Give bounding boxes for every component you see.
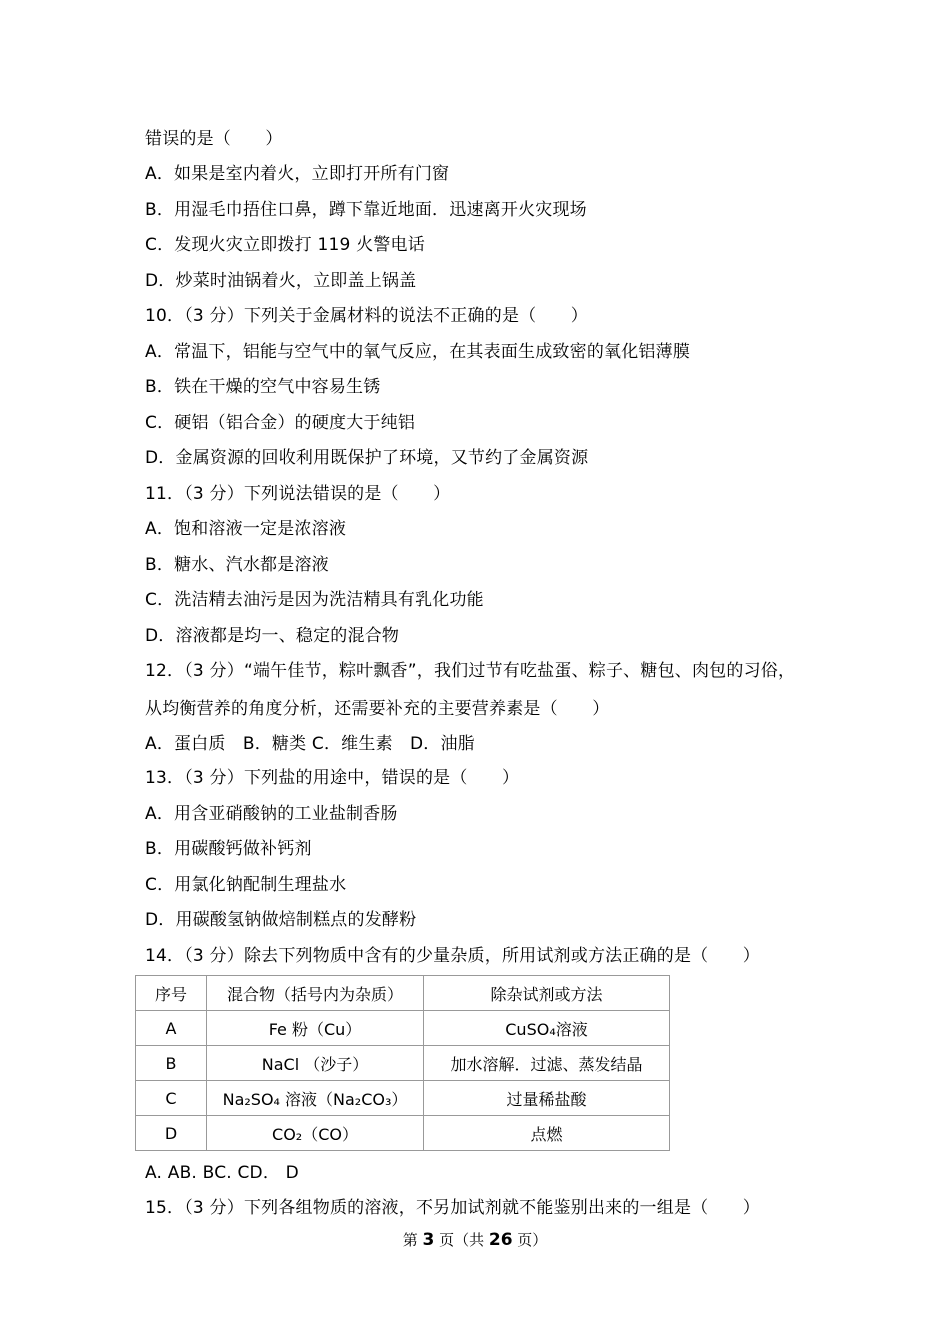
option-line: B．糖水、汽水都是溶液	[145, 555, 329, 575]
table-cell: 加水溶解．过滤、蒸发结晶	[424, 1046, 670, 1081]
question-line: 错误的是（ ）	[145, 129, 283, 149]
option-line: B．铁在干燥的空气中容易生锈	[145, 377, 381, 397]
option-line: D．溶液都是均一、稳定的混合物	[145, 626, 400, 646]
question-line: 11．（3 分）下列说法错误的是（ ）	[145, 484, 451, 504]
table-cell: 过量稀盐酸	[424, 1081, 670, 1116]
option-line: C．发现火灾立即拨打 119 火警电话	[145, 235, 425, 255]
option-line: B．用湿毛巾捂住口鼻，蹲下靠近地面．迅速离开火灾现场	[145, 200, 587, 220]
table-header-cell: 除杂试剂或方法	[424, 976, 670, 1011]
table-cell: 点燃	[424, 1116, 670, 1151]
option-line: D．炒菜时油锅着火，立即盖上锅盖	[145, 271, 417, 291]
current-page-number: 3	[422, 1230, 435, 1250]
page-footer	[0, 1229, 950, 1250]
table-cell: CuSO₄溶液	[424, 1011, 670, 1046]
option-line: C．硬铝（铝合金）的硬度大于纯铝	[145, 413, 416, 433]
total-page-number: 26	[488, 1230, 513, 1250]
impurity-table	[135, 975, 670, 1151]
table-cell: CO₂（CO）	[207, 1116, 424, 1151]
footer-middle: 页（共	[434, 1231, 489, 1249]
table-cell: C	[136, 1081, 207, 1116]
option-line: A．如果是室内着火，立即打开所有门窗	[145, 164, 450, 184]
option-line: C．用氯化钠配制生理盐水	[145, 875, 347, 895]
option-line: D．用碳酸氢钠做焙制糕点的发酵粉	[145, 910, 417, 930]
table-header-cell: 混合物（括号内为杂质）	[207, 976, 424, 1011]
question-line: 14．（3 分）除去下列物质中含有的少量杂质，所用试剂或方法正确的是（ ）	[145, 946, 760, 966]
option-line: A．用含亚硝酸钠的工业盐制香肠	[145, 804, 398, 824]
question-line: 15．（3 分）下列各组物质的溶液，不另加试剂就不能鉴别出来的一组是（ ）	[145, 1198, 760, 1218]
table-header-cell: 序号	[136, 976, 207, 1011]
option-line: C．洗洁精去油污是因为洗洁精具有乳化功能	[145, 590, 484, 610]
table-header-row	[136, 976, 670, 1011]
footer-suffix: 页）	[512, 1231, 548, 1249]
question-line: 从均衡营养的角度分析，还需要补充的主要营养素是（ ）	[145, 699, 610, 719]
question-line: 13．（3 分）下列盐的用途中，错误的是（ ）	[145, 768, 520, 788]
table-cell: A	[136, 1011, 207, 1046]
option-line: A．蛋白质 B．糖类 C．维生素 D．油脂	[145, 734, 475, 754]
table-cell: Na₂SO₄ 溶液（Na₂CO₃）	[207, 1081, 424, 1116]
option-line: D．金属资源的回收利用既保护了环境，又节约了金属资源	[145, 448, 589, 468]
table-row	[136, 1011, 670, 1046]
footer-prefix: 第	[402, 1231, 423, 1249]
option-line: A．常温下，铝能与空气中的氧气反应，在其表面生成致密的氧化铝薄膜	[145, 342, 691, 362]
table-cell: D	[136, 1116, 207, 1151]
table-cell: NaCl （沙子）	[207, 1046, 424, 1081]
table-row	[136, 1116, 670, 1151]
table-cell: Fe 粉（Cu）	[207, 1011, 424, 1046]
table-row	[136, 1081, 670, 1116]
question-line: 12．（3 分）“端午佳节，粽叶飘香”，我们过节有吃盐蛋、粽子、糖包、肉包的习俗，	[145, 661, 796, 681]
question-line: 10．（3 分）下列关于金属材料的说法不正确的是（ ）	[145, 306, 588, 326]
table-row	[136, 1046, 670, 1081]
option-line: B．用碳酸钙做补钙剂	[145, 839, 312, 859]
option-line: A．饱和溶液一定是浓溶液	[145, 519, 347, 539]
table-cell: B	[136, 1046, 207, 1081]
option-line: A. AB. BC. CD． D	[145, 1163, 299, 1183]
